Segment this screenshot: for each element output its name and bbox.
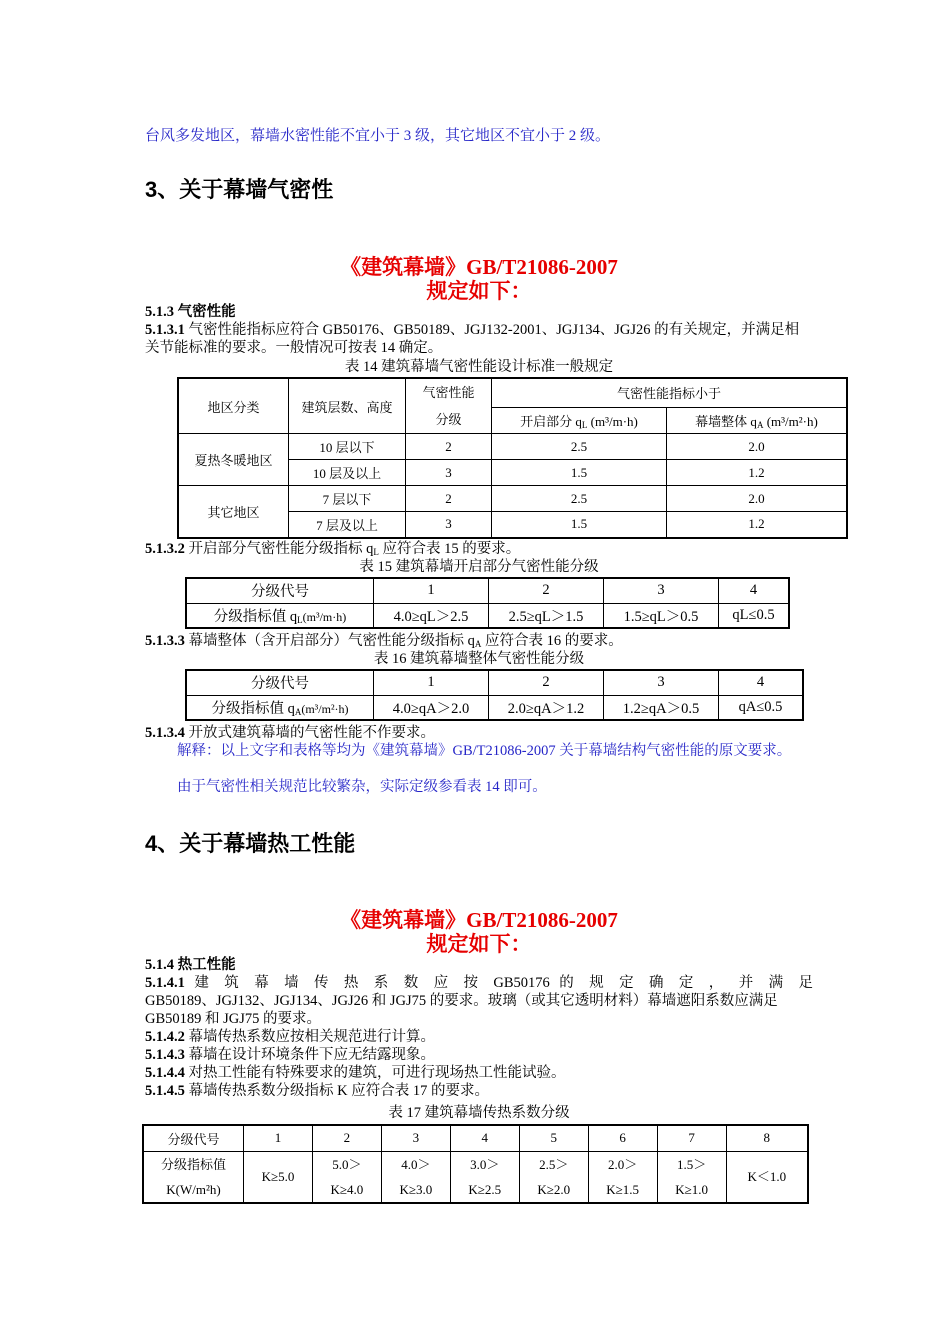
grade-cell: 2 <box>312 1125 381 1151</box>
clause-number: 5.1.3.2 <box>145 541 185 557</box>
clause-text: 气密性能指标应符合 GB50176、GB50189、JGJ132-2001、JGJ134、JGJ26 的有关规定，并满足相关节能标准的要求。一般情况可按表 14 确定。 <box>145 322 800 356</box>
grade-cell: 6 <box>588 1125 657 1151</box>
table14-header-floors: 建筑层数、高度 <box>289 378 406 434</box>
section3-heading: 3、关于幕墙气密性 <box>145 177 334 202</box>
grade-cell: 4 <box>719 670 804 695</box>
value-cell: qA≤0.5 <box>719 695 804 720</box>
cell-open: 1.5 <box>492 512 667 538</box>
table14-header-index: 气密性能指标小于 <box>492 378 848 407</box>
table14-header-open: 开启部分 $q_L$ (m³/m·h) <box>492 407 667 433</box>
table17-header-code: 分级代号 <box>143 1125 244 1151</box>
value-cell: 2.5≥qL＞1.5 <box>489 603 604 628</box>
clause-5-1-4-1-rest: GB50189、JGJ132、JGJ134、JGJ26 和 JGJ75 的要求。玻璃（或其它透明材料）幕墙遮阳系数应满足 GB50189 和 JGJ75 的要求。 <box>145 993 778 1027</box>
cell-floors: 7 层以下 <box>289 486 406 512</box>
clause-5-1-4-1-line1: 5.1.4.1 建 筑 幕 墙 传 热 系 数 应 按 GB50176 的 规 定 确 定 ， 并 满 足 <box>145 975 813 991</box>
clause-number: 5.1.4.5 <box>145 1083 185 1099</box>
clause-5-1-3-3: 5.1.3.3 幕墙整体（含开启部分）气密性能分级指标 $q_A$ 应符合表 16 的要求。 <box>145 633 623 649</box>
table14 <box>177 377 848 539</box>
clause-5-1-4-4: 5.1.4.4 对热工性能有特殊要求的建筑，可进行现场热工性能试验。 <box>145 1065 566 1081</box>
standard-title-line1: 《建筑幕墙》GB/T21086-2007 <box>340 908 618 932</box>
clause-5-1-3-title: 5.1.3 气密性能 <box>145 304 236 320</box>
grade-cell: 4 <box>450 1125 519 1151</box>
clause-5-1-3-4: 5.1.3.4 开放式建筑幕墙的气密性能不作要求。 <box>145 725 435 741</box>
clause-5-1-4-3: 5.1.4.3 幕墙在设计环境条件下应无结露现象。 <box>145 1047 435 1063</box>
cell-open: 2.5 <box>492 434 667 460</box>
intro-text: 台风多发地区，幕墙水密性能不宜小于 3 级，其它地区不宜小于 2 级。 <box>145 128 611 144</box>
value-cell: 1.5＞ K≥1.0 <box>657 1151 726 1203</box>
table14-header-whole: 幕墙整体 $q_A$ (m³/m²·h) <box>667 407 848 433</box>
table-row <box>178 486 847 512</box>
table14-caption: 表 14 建筑幕墙气密性能设计标准一般规定 <box>344 359 614 375</box>
standard-title-line2: 规定如下： <box>426 279 532 303</box>
table17 <box>142 1124 809 1204</box>
value-cell: 3.0＞ K≥2.5 <box>450 1151 519 1203</box>
cell-grade: 3 <box>406 460 492 486</box>
clause-number: 5.1.3.4 <box>145 725 185 741</box>
cell-grade: 3 <box>406 512 492 538</box>
grade-cell: 4 <box>719 578 790 603</box>
table15-header-index: 分级指标值 $q_L(m^3/m\cdot h)$ <box>186 603 374 628</box>
cell-whole: 2.0 <box>667 434 848 460</box>
cell-grade: 2 <box>406 486 492 512</box>
grade-cell: 3 <box>381 1125 450 1151</box>
cell-whole: 1.2 <box>667 460 848 486</box>
cell-floors: 10 层以下 <box>289 434 406 460</box>
table15 <box>185 577 790 629</box>
table16 <box>185 669 804 721</box>
value-cell: 1.5≥qL＞0.5 <box>604 603 719 628</box>
standard-title-line2: 规定如下： <box>426 932 532 956</box>
header-grade-line2: 分级 <box>435 412 462 427</box>
clause-5-1-4 <box>145 956 813 1100</box>
table14-header-grade <box>406 378 492 434</box>
standard-title-line1: 《建筑幕墙》GB/T21086-2007 <box>340 255 618 279</box>
note-explanation: 解释：以上文字和表格等均为《建筑幕墙》GB/T21086-2007 关于幕墙结构气密性能的原文要求。 <box>177 743 792 759</box>
clause-number: 5.1.4.1 <box>145 975 185 991</box>
table16-caption: 表 16 建筑幕墙整体气密性能分级 <box>373 651 585 667</box>
value-cell: 2.0≥qA＞1.2 <box>489 695 604 720</box>
grade-cell: 1 <box>244 1125 313 1151</box>
clause-5-1-4-title: 5.1.4 热工性能 <box>145 957 236 973</box>
cell-open: 1.5 <box>492 460 667 486</box>
value-cell: qL≤0.5 <box>719 603 790 628</box>
header-index-line2: K(W/m²h) <box>166 1181 221 1197</box>
value-cell: K＜1.0 <box>726 1151 808 1203</box>
cell-floors: 10 层及以上 <box>289 460 406 486</box>
clause-5-1-4-5: 5.1.4.5 幕墙传热系数分级指标 K 应符合表 17 的要求。 <box>145 1083 489 1099</box>
cell-floors: 7 层及以上 <box>289 512 406 538</box>
grade-cell: 3 <box>604 578 719 603</box>
value-cell: 2.0＞ K≥1.5 <box>588 1151 657 1203</box>
grade-cell: 5 <box>519 1125 588 1151</box>
table14-region-2: 其它地区 <box>178 486 289 538</box>
table-row <box>178 434 847 460</box>
value-cell: 4.0≥qL＞2.5 <box>374 603 489 628</box>
cell-whole: 2.0 <box>667 486 848 512</box>
clause-5-1-4-2: 5.1.4.2 幕墙传热系数应按相关规范进行计算。 <box>145 1029 435 1045</box>
clause-5-1-3-2: 5.1.3.2 开启部分气密性能分级指标 $q_L$ 应符合表 15 的要求。 <box>145 541 521 557</box>
grade-cell: 1 <box>374 578 489 603</box>
table17-header-index <box>143 1151 244 1203</box>
section3-standard-title <box>145 255 813 303</box>
table16-header-code: 分级代号 <box>186 670 374 695</box>
section4-standard-title <box>145 908 813 956</box>
table17-caption: 表 17 建筑幕墙传热系数分级 <box>388 1105 570 1121</box>
table15-caption: 表 15 建筑幕墙开启部分气密性能分级 <box>359 559 599 575</box>
value-cell: 4.0≥qA＞2.0 <box>374 695 489 720</box>
section4-heading: 4、关于幕墙热工性能 <box>145 831 356 856</box>
value-cell: 5.0＞ K≥4.0 <box>312 1151 381 1203</box>
grade-cell: 7 <box>657 1125 726 1151</box>
cell-open: 2.5 <box>492 486 667 512</box>
clause-number: 5.1.3.3 <box>145 633 185 649</box>
header-grade-line1: 气密性能 <box>422 385 475 400</box>
value-cell: 4.0＞ K≥3.0 <box>381 1151 450 1203</box>
grade-cell: 8 <box>726 1125 808 1151</box>
clause-number: 5.1.4.3 <box>145 1047 185 1063</box>
table15-header-code: 分级代号 <box>186 578 374 603</box>
grade-cell: 3 <box>604 670 719 695</box>
table16-header-index: 分级指标值 $q_A(m^3/m^2\cdot h)$ <box>186 695 374 720</box>
table14-header-region: 地区分类 <box>178 378 289 434</box>
cell-whole: 1.2 <box>667 512 848 538</box>
clause-number: 5.1.4.4 <box>145 1065 185 1081</box>
clause-number: 5.1.4.2 <box>145 1029 185 1045</box>
clause-5-1-3-1 <box>145 321 813 357</box>
note-simplified: 由于气密性相关规范比较繁杂，实际定级参看表 14 即可。 <box>177 779 547 795</box>
grade-cell: 1 <box>374 670 489 695</box>
value-cell: 2.5＞ K≥2.0 <box>519 1151 588 1203</box>
cell-grade: 2 <box>406 434 492 460</box>
grade-cell: 2 <box>489 670 604 695</box>
table14-region-1: 夏热冬暖地区 <box>178 434 289 486</box>
value-cell: 1.2≥qA＞0.5 <box>604 695 719 720</box>
value-cell: K≥5.0 <box>244 1151 313 1203</box>
clause-number: 5.1.3.1 <box>145 322 185 338</box>
header-index-line1: 分级指标值 <box>160 1156 226 1172</box>
clause-5-1-3 <box>145 303 813 357</box>
grade-cell: 2 <box>489 578 604 603</box>
